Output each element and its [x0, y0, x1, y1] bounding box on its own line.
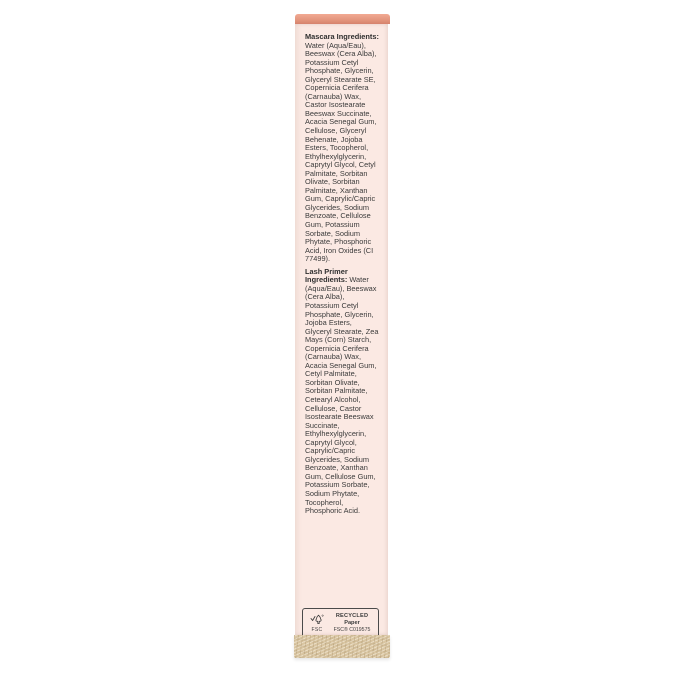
mascara-ingredients-list: Water (Aqua/Eau), Beeswax (Cera Alba), Potassium Cetyl Phosphate, Glycerin, Glyceryl Stearate SE, Copernicia Cerifera (Carnauba) Wax, Castor Isostearate Beeswax Succinate, Acacia Senegal Gum, Cellulose, Glyceryl Behenate, Jojoba Esters, Tocopherol, Ethylhexylglycerin, Caprytyl Glycol, Cetyl Palmitate, Sorbitan Olivate, Sorbitan Palmitate, Xanthan Gum, Caprylic/Capric Glycerides, Sodium Benzoate, Cellulose Gum, Potassium Sorbate, Sodium Phytate, Phosphoric Acid, Iron Oxides (CI 77499).: [305, 40, 377, 264]
fsc-certification-badge: [302, 608, 379, 638]
fsc-license-number: FSC® C019575: [333, 626, 371, 633]
fsc-paper-label: Paper: [344, 619, 360, 626]
lash-primer-ingredients-paragraph: [305, 268, 379, 516]
mascara-ingredients-paragraph: [305, 33, 379, 264]
lash-primer-ingredients-list: Water (Aqua/Eau), Beeswax (Cera Alba), Potassium Cetyl Phosphate, Glycerin, Jojoba Esters, Glyceryl Stearate, Zea Mays (Corn) Starch, Copernicia Cerifera (Carnauba) Wax, Acacia Senegal Gum, Cetyl Palmitate, Sorbitan Olivate, Sorbitan Palmitate, Cetearyl Alcohol, Cellulose, Castor Isostearate Beeswax Succinate, Ethylhexylglycerin, Caprytyl Glycol, Caprylic/Capric Glycerides, Sodium Benzoate, Xanthan Gum, Cellulose Gum, Potassium Sorbate, Sodium Phytate, Tocopherol, Phosphoric Acid.: [305, 275, 379, 516]
box-lid-edge: [295, 14, 390, 24]
mascara-box: [295, 14, 388, 659]
fsc-logo-text: FSC: [311, 626, 323, 633]
ingredients-text-block: [305, 33, 379, 520]
fsc-recycled-label: RECYCLED: [335, 612, 369, 619]
kraft-cardboard-edge: [294, 635, 390, 658]
fsc-logo: [306, 614, 328, 633]
mascara-ingredients-heading: Mascara Ingredients:: [305, 32, 379, 41]
fsc-tree-check-icon: [310, 614, 324, 627]
lash-primer-ingredients-heading: Lash Primer Ingredients:: [305, 266, 348, 285]
box-side-panel: [295, 24, 388, 635]
fsc-badge-text: [328, 613, 376, 634]
